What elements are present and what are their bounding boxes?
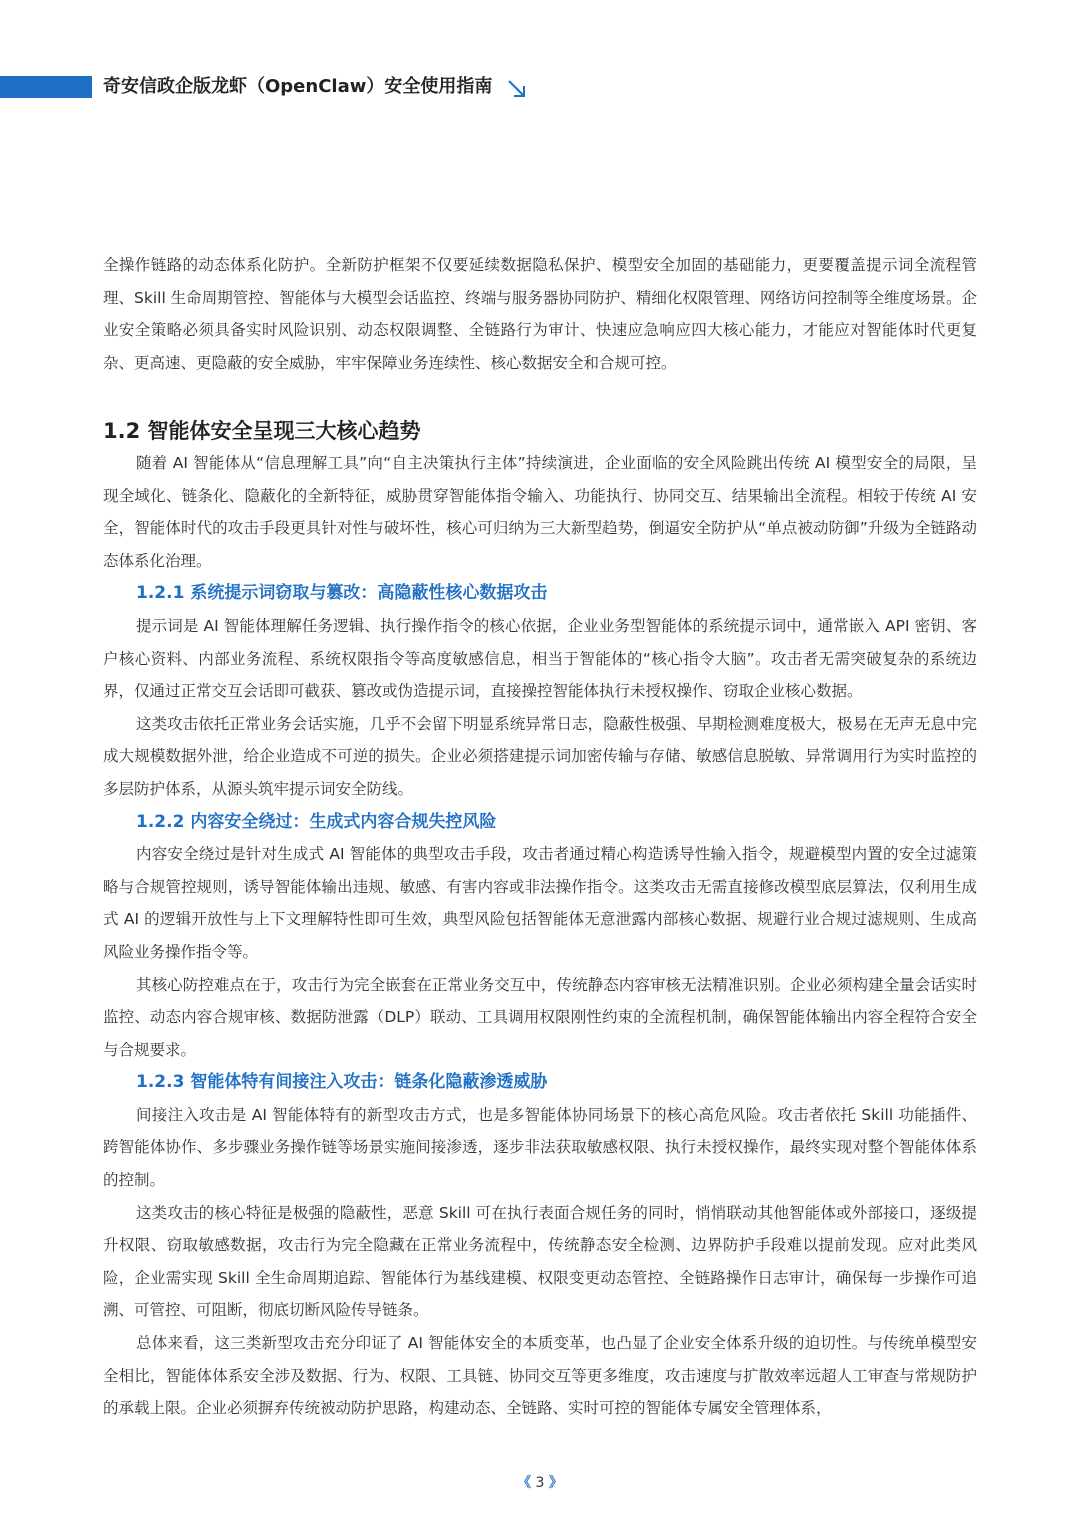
page-number-right-mark: 》 — [548, 1475, 563, 1491]
page-number — [0, 1472, 1080, 1492]
subsection-paragraph: 这类攻击依托正常业务会话实施，几乎不会留下明显系统异常日志，隐蔽性极强、早期检测难度极大，极易在无声无息中完成大规模数据外泄，给企业造成不可逆的损失。企业必须搭建提示词加密传输与存储、敏感信息脱敏、异常调用行为实时监控的多层防护体系，从源头筑牢提示词安全防线。 — [103, 714, 977, 798]
subsection-paragraph: 总体来看，这三类新型攻击充分印证了 AI 智能体安全的本质变革，也凸显了企业安全体系升级的迫切性。与传统单模型安全相比，智能体体系安全涉及数据、行为、权限、工具链、协同交互等更多维度，攻击速度与扩散效率远超人工审查与常规防护的承载上限。企业必须摒弃传统被动防护思路，构建动态、全链路、实时可控的智能体专属安全管理体系， — [103, 1334, 977, 1418]
section-intro-paragraph: 随着 AI 智能体从“信息理解工具”向“自主决策执行主体”持续演进，企业面临的安全风险跳出传统 AI 模型安全的局限，呈现全域化、链条化、隐蔽化的全新特征，威胁贯穿智能体指令输入、功能执行、协同交互、结果输出全流程。相较于传统 AI 安全，智能体时代的攻击手段更具针对性与破坏性，核心可归纳为三大新型趋势，倒逼安全防护从“单点被动防御”升级为全链路动态体系化治理。 — [103, 454, 977, 570]
subsection-heading-1-2-2: 1.2.2 内容安全绕过：生成式内容合规失控风险 — [136, 811, 497, 832]
subsection-paragraph: 间接注入攻击是 AI 智能体特有的新型攻击方式，也是多智能体协同场景下的核心高危风险。攻击者依托 Skill 功能插件、跨智能体协作、多步骤业务操作链等场景实施间接渗透，逐步非法获取敏感权限、执行未授权操作，最终实现对整个智能体体系的控制。 — [103, 1105, 977, 1190]
page-number-left-mark: 《 — [517, 1475, 532, 1491]
subsection-heading-1-2-1: 1.2.1 系统提示词窃取与篡改：高隐蔽性核心数据攻击 — [136, 583, 548, 604]
arrow-down-right-icon — [506, 78, 528, 100]
document-header-title: 奇安信政企版龙虾（OpenClaw）安全使用指南 — [103, 76, 493, 97]
subsection-heading-1-2-3: 1.2.3 智能体特有间接注入攻击：链条化隐蔽渗透威胁 — [136, 1072, 548, 1093]
intro-paragraph: 全操作链路的动态体系化防护。全新防护框架不仅要延续数据隐私保护、模型安全加固的基础能力，更要覆盖提示词全流程管理、Skill 生命周期管控、智能体与大模型会话监控、终端与服务器协同防护、精细化权限管理、网络访问控制等全维度场景。企业安全策略必须具备实时风险识别、动态权限调整、全链路行为审计、快速应急响应四大核心能力，才能应对智能体时代更复杂、更高速、更隐蔽的安全威胁，牢牢保障业务连续性、核心数据安全和合规可控。 — [103, 256, 977, 372]
section-heading: 1.2 智能体安全呈现三大核心趋势 — [103, 419, 421, 443]
header-accent-bar — [0, 76, 92, 98]
section-block — [103, 415, 977, 1425]
subsection-paragraph: 内容安全绕过是针对生成式 AI 智能体的典型攻击手段，攻击者通过精心构造诱导性输入指令，规避模型内置的安全过滤策略与合规管控规则，诱导智能体输出违规、敏感、有害内容或非法操作指令。这类攻击无需直接修改模型底层算法，仅利用生成式 AI 的逻辑开放性与上下文理解特性即可生效，典型风险包括智能体无意泄露内部核心数据、规避行业合规过滤规则、生成高风险业务操作指令等。 — [103, 845, 977, 961]
page-number-value: 3 — [535, 1475, 545, 1491]
subsection-paragraph: 提示词是 AI 智能体理解任务逻辑、执行操作指令的核心依据，企业业务型智能体的系统提示词中，通常嵌入 API 密钥、客户核心资料、内部业务流程、系统权限指令等高度敏感信息，相当于智能体的“核心指令大脑”。攻击者无需突破复杂的系统边界，仅通过正常交互会话即可截获、篡改或伪造提示词，直接操控智能体执行未授权操作、窃取企业核心数据。 — [103, 616, 977, 701]
intro-block — [103, 249, 977, 379]
subsection-paragraph: 这类攻击的核心特征是极强的隐蔽性，恶意 Skill 可在执行表面合规任务的同时，悄悄联动其他智能体或外部接口，逐级提升权限、窃取敏感数据，攻击行为完全隐藏在正常业务流程中，传统静态安全检测、边界防护手段难以提前发现。应对此类风险，企业需实现 Skill 全生命周期追踪、智能体行为基线建模、权限变更动态管控、全链路操作日志审计，确保每一步操作可追溯、可管控、可阻断，彻底切断风险传导链条。 — [103, 1203, 977, 1320]
subsection-paragraph: 其核心防控难点在于，攻击行为完全嵌套在正常业务交互中，传统静态内容审核无法精准识别。企业必须构建全量会话实时监控、动态内容合规审核、数据防泄露（DLP）联动、工具调用权限刚性约束的全流程机制，确保智能体输出内容全程符合安全与合规要求。 — [103, 975, 977, 1059]
